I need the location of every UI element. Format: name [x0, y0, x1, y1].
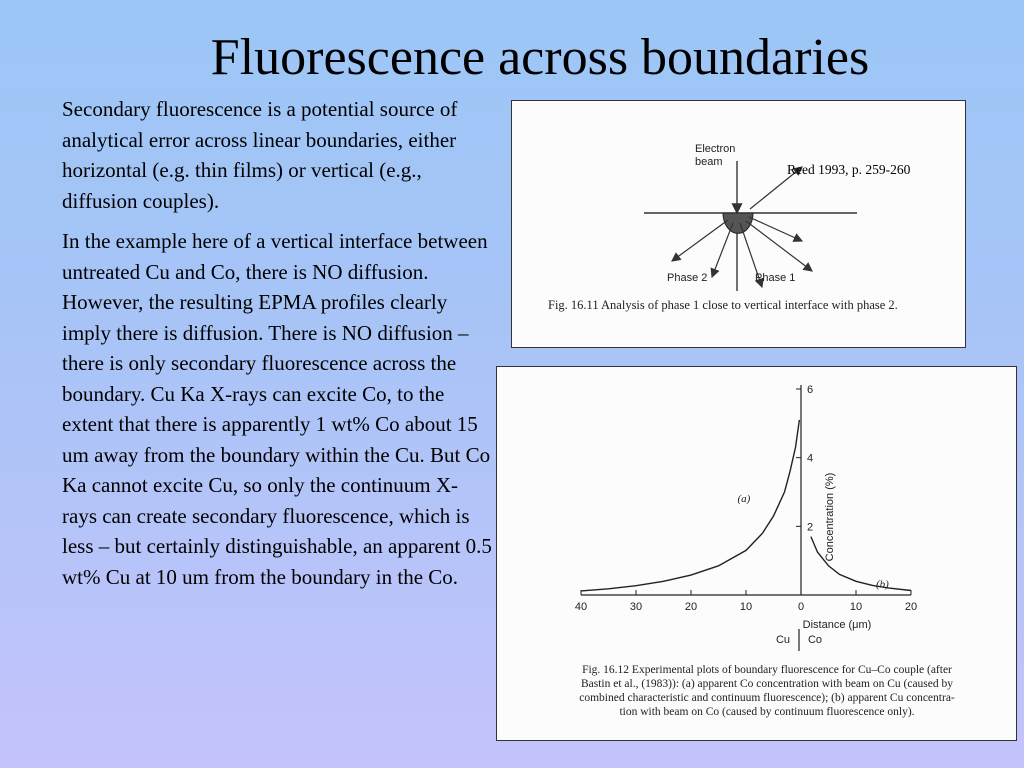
caption-line: combined characteristic and continuum fluorescence); (b) apparent Cu concentra- [579, 692, 955, 704]
reference-note: Reed 1993, p. 259-260 [787, 162, 911, 177]
series-line-a [581, 420, 799, 591]
slide-title: Fluorescence across boundaries [210, 29, 870, 86]
figure1-caption: Fig. 16.11 Analysis of phase 1 close to vertical interface with phase 2. [548, 298, 898, 312]
beam-label-line2: beam [695, 156, 723, 168]
figure-16-12 [496, 366, 1017, 741]
figure-16-11 [511, 100, 966, 348]
y-tick-label: 4 [807, 452, 814, 465]
figure2-caption [537, 663, 997, 719]
xray-arrow [672, 220, 728, 261]
x-tick-label: 30 [629, 601, 643, 613]
beam-label-line1: Electron [695, 143, 736, 155]
co-label: Co [807, 634, 823, 646]
paragraph-2: In the example here of a vertical interface between untreated Cu and Co, there is NO diffusion. However, the resulting EPMA profiles clearly imply there is diffusion. There is NO diffusion – there is only secondary fluorescence across the boundary. Cu Ka X-rays can excite Co, to the extent that there is apparently 1 wt% Co about 15 um away from the boundary within the Cu. But Co Ka cannot excite Cu, so only the continuum X-rays can create secondary fluorescence, which is less – but certainly distinguishable, an apparent 0.5 wt% Cu at 10 um from the boundary in the Co. [62, 229, 492, 589]
caption-line: Bastin et al., (1983)): (a) apparent Co concentration with beam on Cu (caused by [580, 678, 954, 690]
phase1-label: Phase 1 [755, 272, 796, 284]
x-axis-label: Distance (μm) [802, 619, 872, 631]
x-tick-label: 40 [574, 601, 588, 613]
body-text [62, 94, 492, 602]
x-tick-label: 10 [849, 601, 863, 613]
caption-line: tion with beam on Co (caused by continuum fluorescence only). [619, 706, 915, 718]
xray-arrow [712, 223, 733, 277]
y-axis-label: Concentration (%) [824, 472, 836, 562]
xray-arrow [746, 221, 812, 271]
x-tick-label: 10 [739, 601, 753, 613]
caption-line: Fig. 16.12 Experimental plots of boundary fluorescence for Cu–Co couple (after [582, 664, 952, 676]
x-tick-label: 0 [797, 601, 805, 613]
cu-label: Cu [775, 634, 791, 646]
y-tick-label: 6 [807, 384, 814, 396]
series-label: (a) [737, 493, 751, 506]
x-tick-label: 20 [684, 601, 698, 613]
phase2-label: Phase 2 [667, 272, 708, 284]
series-label: (b) [876, 578, 889, 591]
paragraph-1: Secondary fluorescence is a potential source of analytical error across linear boundaries, either horizontal (e.g. thin films) or vertical (e.g., diffusion couples). [62, 97, 458, 213]
y-tick-label: 2 [807, 521, 814, 534]
fluorescence-chart [497, 367, 1018, 667]
x-tick-label: 20 [904, 601, 918, 613]
